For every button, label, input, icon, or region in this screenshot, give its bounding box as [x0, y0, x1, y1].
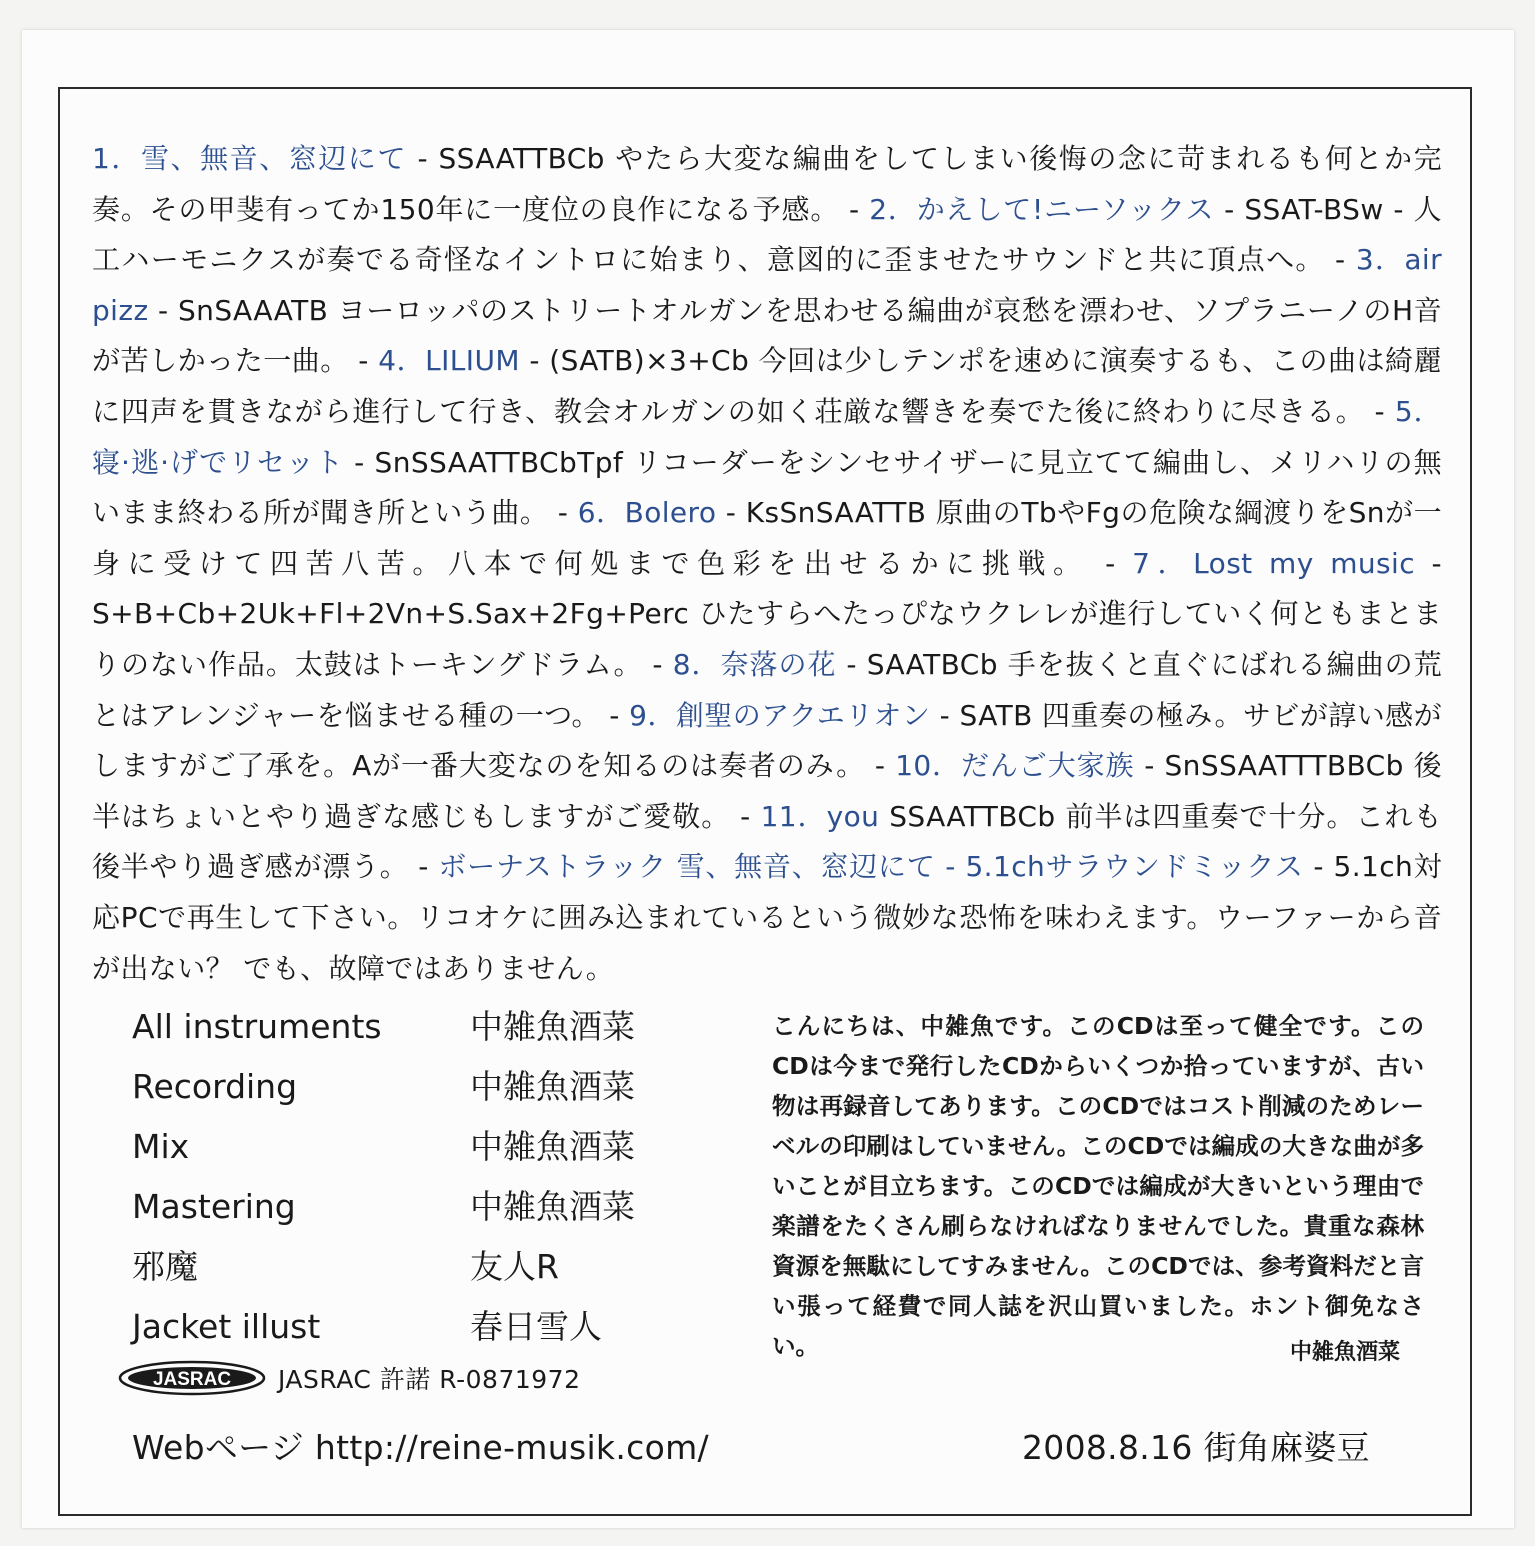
- track-description: - KsSnSAATTB 原曲のTbやFgの危険な綱渡りをSnが一身に受けて四苦八苦。八本で何処まで色彩を出せるかに挑戦。 -: [92, 496, 1443, 580]
- liner-notes: [92, 134, 1442, 994]
- track-title: 4．LILIUM: [378, 344, 520, 378]
- credit-name: 中雑魚酒菜: [470, 1067, 635, 1106]
- author-message: こんにちは、中雑魚です。このCDは至って健全です。このCDは今まで発行したCDからいくつか拾っていますが、古い物は再録音してあります。このCDではコスト削減のためレーベルの印刷はしていません。このCDでは編成の大きな曲が多いことが目立ちます。このCDでは編成が大きいという理由で楽譜をたくさん刷らなければなりませんでした。貴重な森林資源を無駄にしてすみません。このCDでは、参考資料だと言い張って経費で同人誌を沢山買いました。ホント御免なさい。: [772, 1012, 1424, 1360]
- track-description: SSAATTBCb 前半は四重奏で十分。これも後半やり過ぎ感が漂う。 -: [92, 799, 1442, 884]
- credit-row: [132, 1304, 692, 1364]
- track-description: - SAATBCb 手を抜くと直ぐにばれる編曲の荒とはアレンジャーを悩ませる種の一つ。 -: [92, 647, 1442, 732]
- credit-row: [132, 1124, 692, 1184]
- track-description: - SATB 四重奏の極み。サビが諄い感がしますがご了承を。Aが一番大変なのを知るのは奏者のみ。 -: [92, 698, 1443, 783]
- track-title: 10．だんご大家族: [895, 749, 1135, 783]
- track-title: 5．寝·逃·げでリセット: [92, 394, 1442, 479]
- track-title: 9．創聖のアクエリオン: [629, 698, 931, 732]
- track-title: 8．奈落の花: [672, 647, 837, 681]
- credit-role: Jacket illust: [132, 1307, 321, 1346]
- track-title: 6．Bolero: [577, 496, 717, 530]
- track-description: - S+B+Cb+2Uk+Fl+2Vn+S.Sax+2Fg+Perc ひたすらへたっぴなウクレレが進行していく何ともまとまりのない作品。太鼓はトーキングドラム。 -: [92, 546, 1442, 681]
- track-description: - (SATB)×3+Cb 今回は少しテンポを速めに演奏するも、この曲は綺麗に四声を貫きながら進行して行き、教会オルガンの如く荘厳な響きを奏でた後に終わりに尽きる。 -: [92, 344, 1442, 428]
- credit-name: 春日雪人: [470, 1307, 602, 1346]
- jasrac-license: [118, 1360, 581, 1396]
- track-description: - SnSAAATB ヨーロッパのストリートオルガンを思わせる編曲が哀愁を漂わせ、ソプラニーノのH音が苦しかった一曲。 -: [92, 293, 1442, 378]
- track-description: - SSAT-BSw - 人工ハーモニクスが奏でる奇怪なイントロに始まり、意図的に歪ませたサウンドと共に頂点へ。 -: [92, 192, 1442, 277]
- credit-role: 邪魔: [132, 1247, 198, 1286]
- release-date: 2008.8.16 街角麻婆豆: [1022, 1428, 1370, 1467]
- credit-role: Mix: [132, 1127, 190, 1166]
- jasrac-logo-icon: [118, 1360, 266, 1396]
- credit-role: Recording: [132, 1067, 298, 1106]
- track-description: - SSAATTBCb やたら大変な編曲をしてしまい後悔の念に苛まれるも何とか完奏。その甲斐有ってか150年に一度位の良作になる予感。 -: [92, 142, 1443, 226]
- bonus-track-description: - 5.1ch対応PCで再生して下さい。リコオケに囲み込まれているという微妙な恐怖を味わえます。ウーファーから音が出ない？ でも、故障ではありません。: [92, 850, 1442, 985]
- credit-name: 中雑魚酒菜: [470, 1187, 635, 1226]
- bonus-track-title: ボーナストラック 雪、無音、窓辺にて - 5.1chサラウンドミックス: [438, 850, 1304, 884]
- credit-row: [132, 1064, 692, 1124]
- track-description: - SnSSAATTBCbTpf リコーダーをシンセサイザーに見立てて編曲し、メリハリの無いまま終わる所が聞き所という曲。 -: [92, 445, 1442, 530]
- credit-role: Mastering: [132, 1187, 296, 1226]
- credit-name: 友人R: [470, 1247, 559, 1286]
- track-description: - SnSSAATTTBBCb 後半はちょいとやり過ぎな感じもしますがご愛敬。 -: [92, 749, 1442, 833]
- credit-name: 中雑魚酒菜: [470, 1127, 635, 1166]
- credits-list: [132, 1004, 692, 1364]
- track-title: 2．かえして!ニーソックス: [869, 192, 1215, 226]
- credit-row: [132, 1184, 692, 1244]
- credit-name: 中雑魚酒菜: [470, 1007, 635, 1046]
- track-title: 1．雪、無音、窓辺にて: [92, 142, 408, 175]
- track-title: 11．you: [760, 799, 880, 833]
- credit-row: [132, 1004, 692, 1064]
- track-title: 3．air pizz: [92, 243, 1442, 327]
- author-signature: 中雑魚酒菜: [1290, 1340, 1401, 1365]
- credit-row: [132, 1244, 692, 1304]
- credit-role: All instruments: [132, 1007, 382, 1046]
- jasrac-license-number: JASRAC 許諾 R-0871972: [278, 1365, 581, 1394]
- track-title: 7．Lost my music: [1132, 546, 1415, 580]
- jasrac-logo-text: JASRAC: [152, 1369, 232, 1390]
- website-link: Webページ http://reine-musik.com/: [132, 1428, 709, 1467]
